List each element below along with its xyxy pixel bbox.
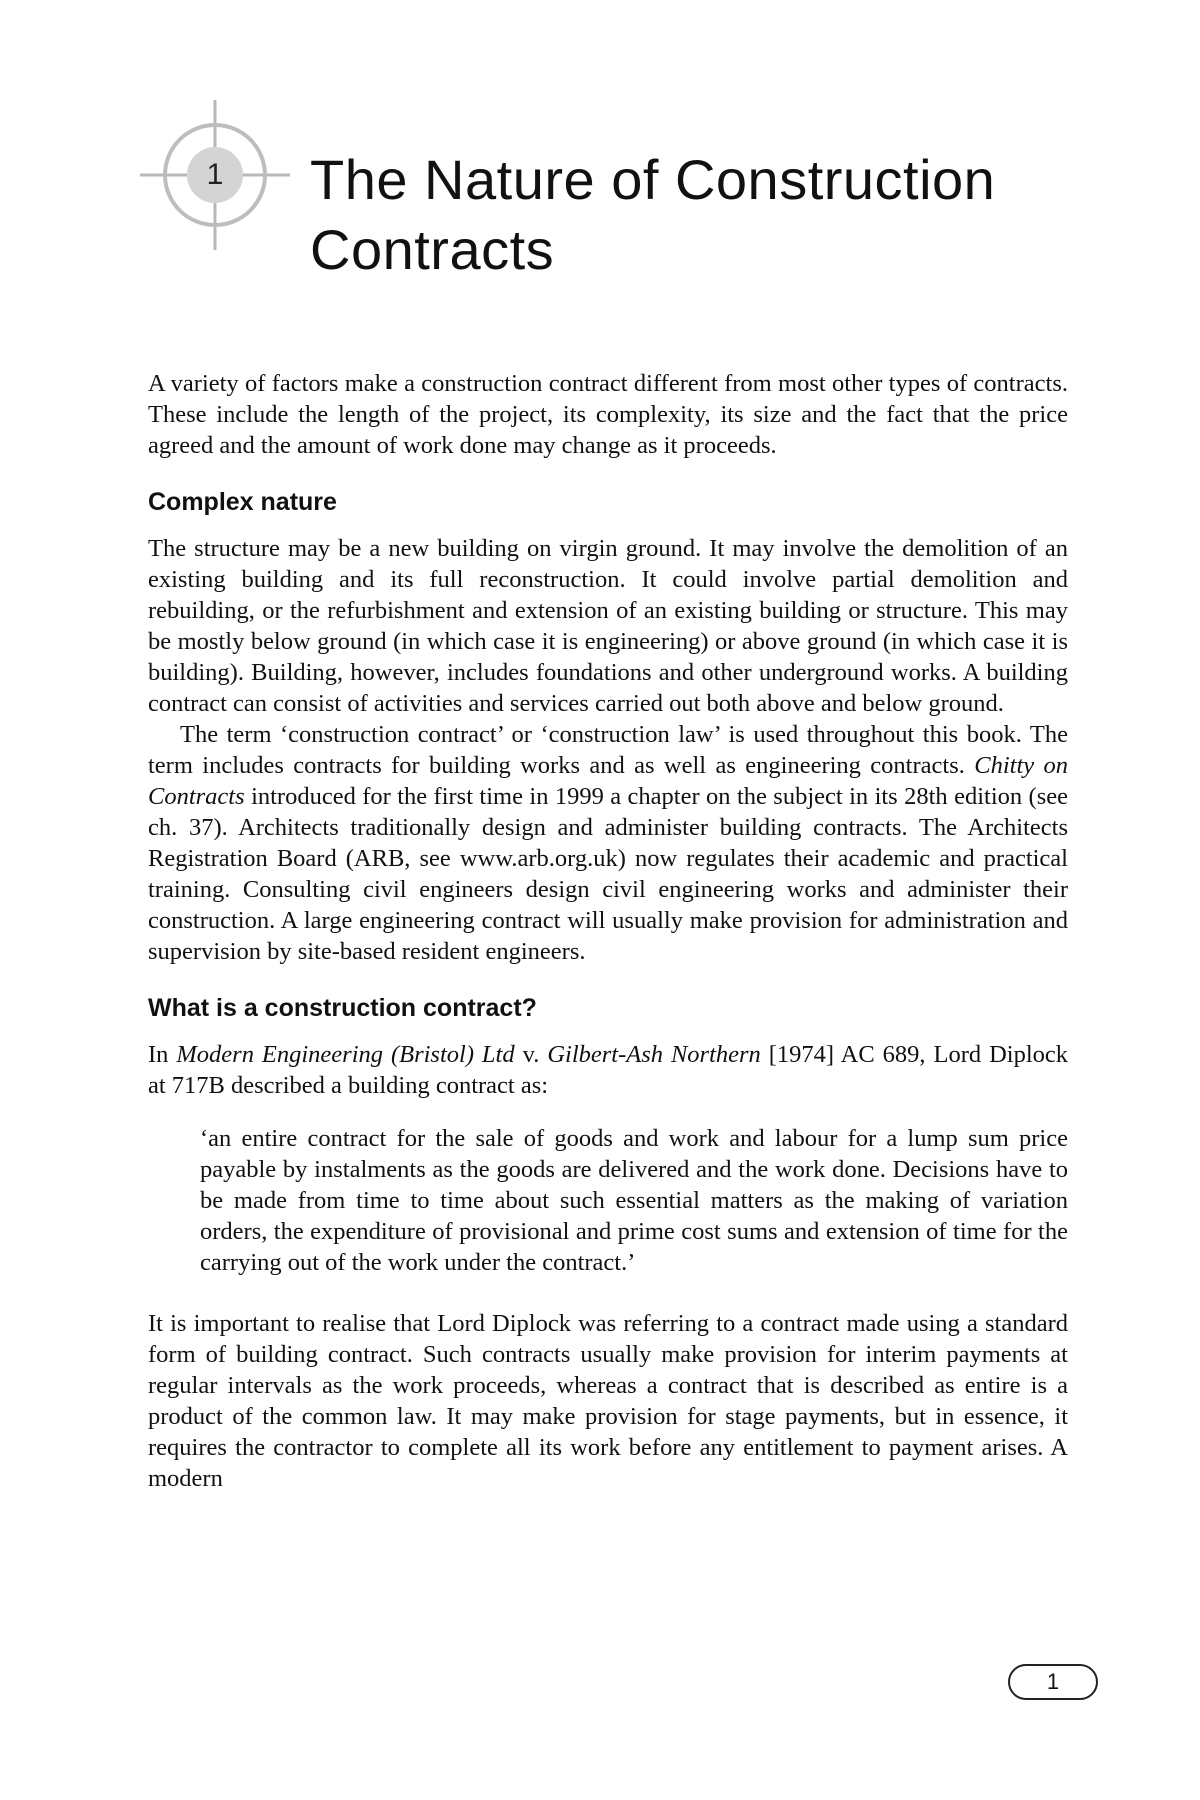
chapter-title: The Nature of Construction Contracts: [310, 148, 996, 281]
section-heading-what-is-construction-contract: What is a construction contract?: [148, 994, 537, 1022]
chapter-number: 1: [206, 158, 224, 191]
page-number-badge: 1: [1008, 1664, 1098, 1700]
case-name-italic: Modern Engineering (Bristol) Ltd: [176, 1041, 515, 1068]
case-citation-paragraph: [148, 1039, 1068, 1101]
chapter-ornament: [140, 100, 290, 250]
paragraph-text: [1974] AC 689, Lord Diplock at 717B described a building contract as:: [148, 1041, 1069, 1099]
quotation-block: ‘an entire contract for the sale of goods and work and labour for a lump sum price payable by instalments as the goods are delivered and the work done. Decisions have to be made from time to time about such essential matters as the making of variation orders, the expenditure of provisional and prime cost sums and extension of time for the carrying out of the work under the contract.’: [200, 1125, 1068, 1276]
paragraph-text: The term ‘construction contract’ or ‘construction law’ is used throughout this book. The term includes contracts for building works and as well as engineering contracts.: [148, 721, 1068, 779]
book-title-italic: Chitty on Contracts: [148, 752, 1069, 810]
paragraph-text: introduced for the first time in 1999 a chapter on the subject in its 28th edition (see ch. 37). Architects traditionally design and administer building contracts. The Architects Registration Board (ARB, see www.arb.org.uk) now regulates their academic and practical training. Consulting civil engineers design civil engineering works and administer their construction. A large engineering contract will usually make provision for administration and supervision by site-based resident engineers.: [148, 783, 1068, 965]
paragraph-text: In: [148, 1041, 177, 1068]
intro-paragraph: A variety of factors make a construction contract different from most other types of contracts. These include the length of the project, its complexity, its size and the fact that the price agreed and the amount of work done may change as it proceeds.: [148, 370, 1068, 459]
paragraph-text: v.: [514, 1041, 548, 1068]
body-text: [148, 368, 1068, 1494]
section-heading-complex-nature: Complex nature: [148, 488, 337, 516]
complex-nature-paragraph-1: The structure may be a new building on virgin ground. It may involve the demolition of an existing building and its full reconstruction. It could involve partial demolition and rebuilding, or the refurbishment and extension of an existing building or structure. This may be mostly below ground (in which case it is engineering) or above ground (in which case it is building). Building, however, includes foundations and other underground works. A building contract can consist of activities and services carried out both above and below ground.: [148, 535, 1068, 717]
after-quote-paragraph: It is important to realise that Lord Diplock was referring to a contract made using a standard form of building contract. Such contracts usually make provision for interim payments at regular intervals as the work proceeds, whereas a contract that is described as entire is a product of the common law. It may make provision for stage payments, but in essence, it requires the contractor to complete all its work before any entitlement to payment arises. A modern: [148, 1310, 1068, 1492]
case-name-italic: Gilbert-Ash Northern: [547, 1041, 761, 1068]
complex-nature-paragraph-2: [148, 719, 1068, 967]
